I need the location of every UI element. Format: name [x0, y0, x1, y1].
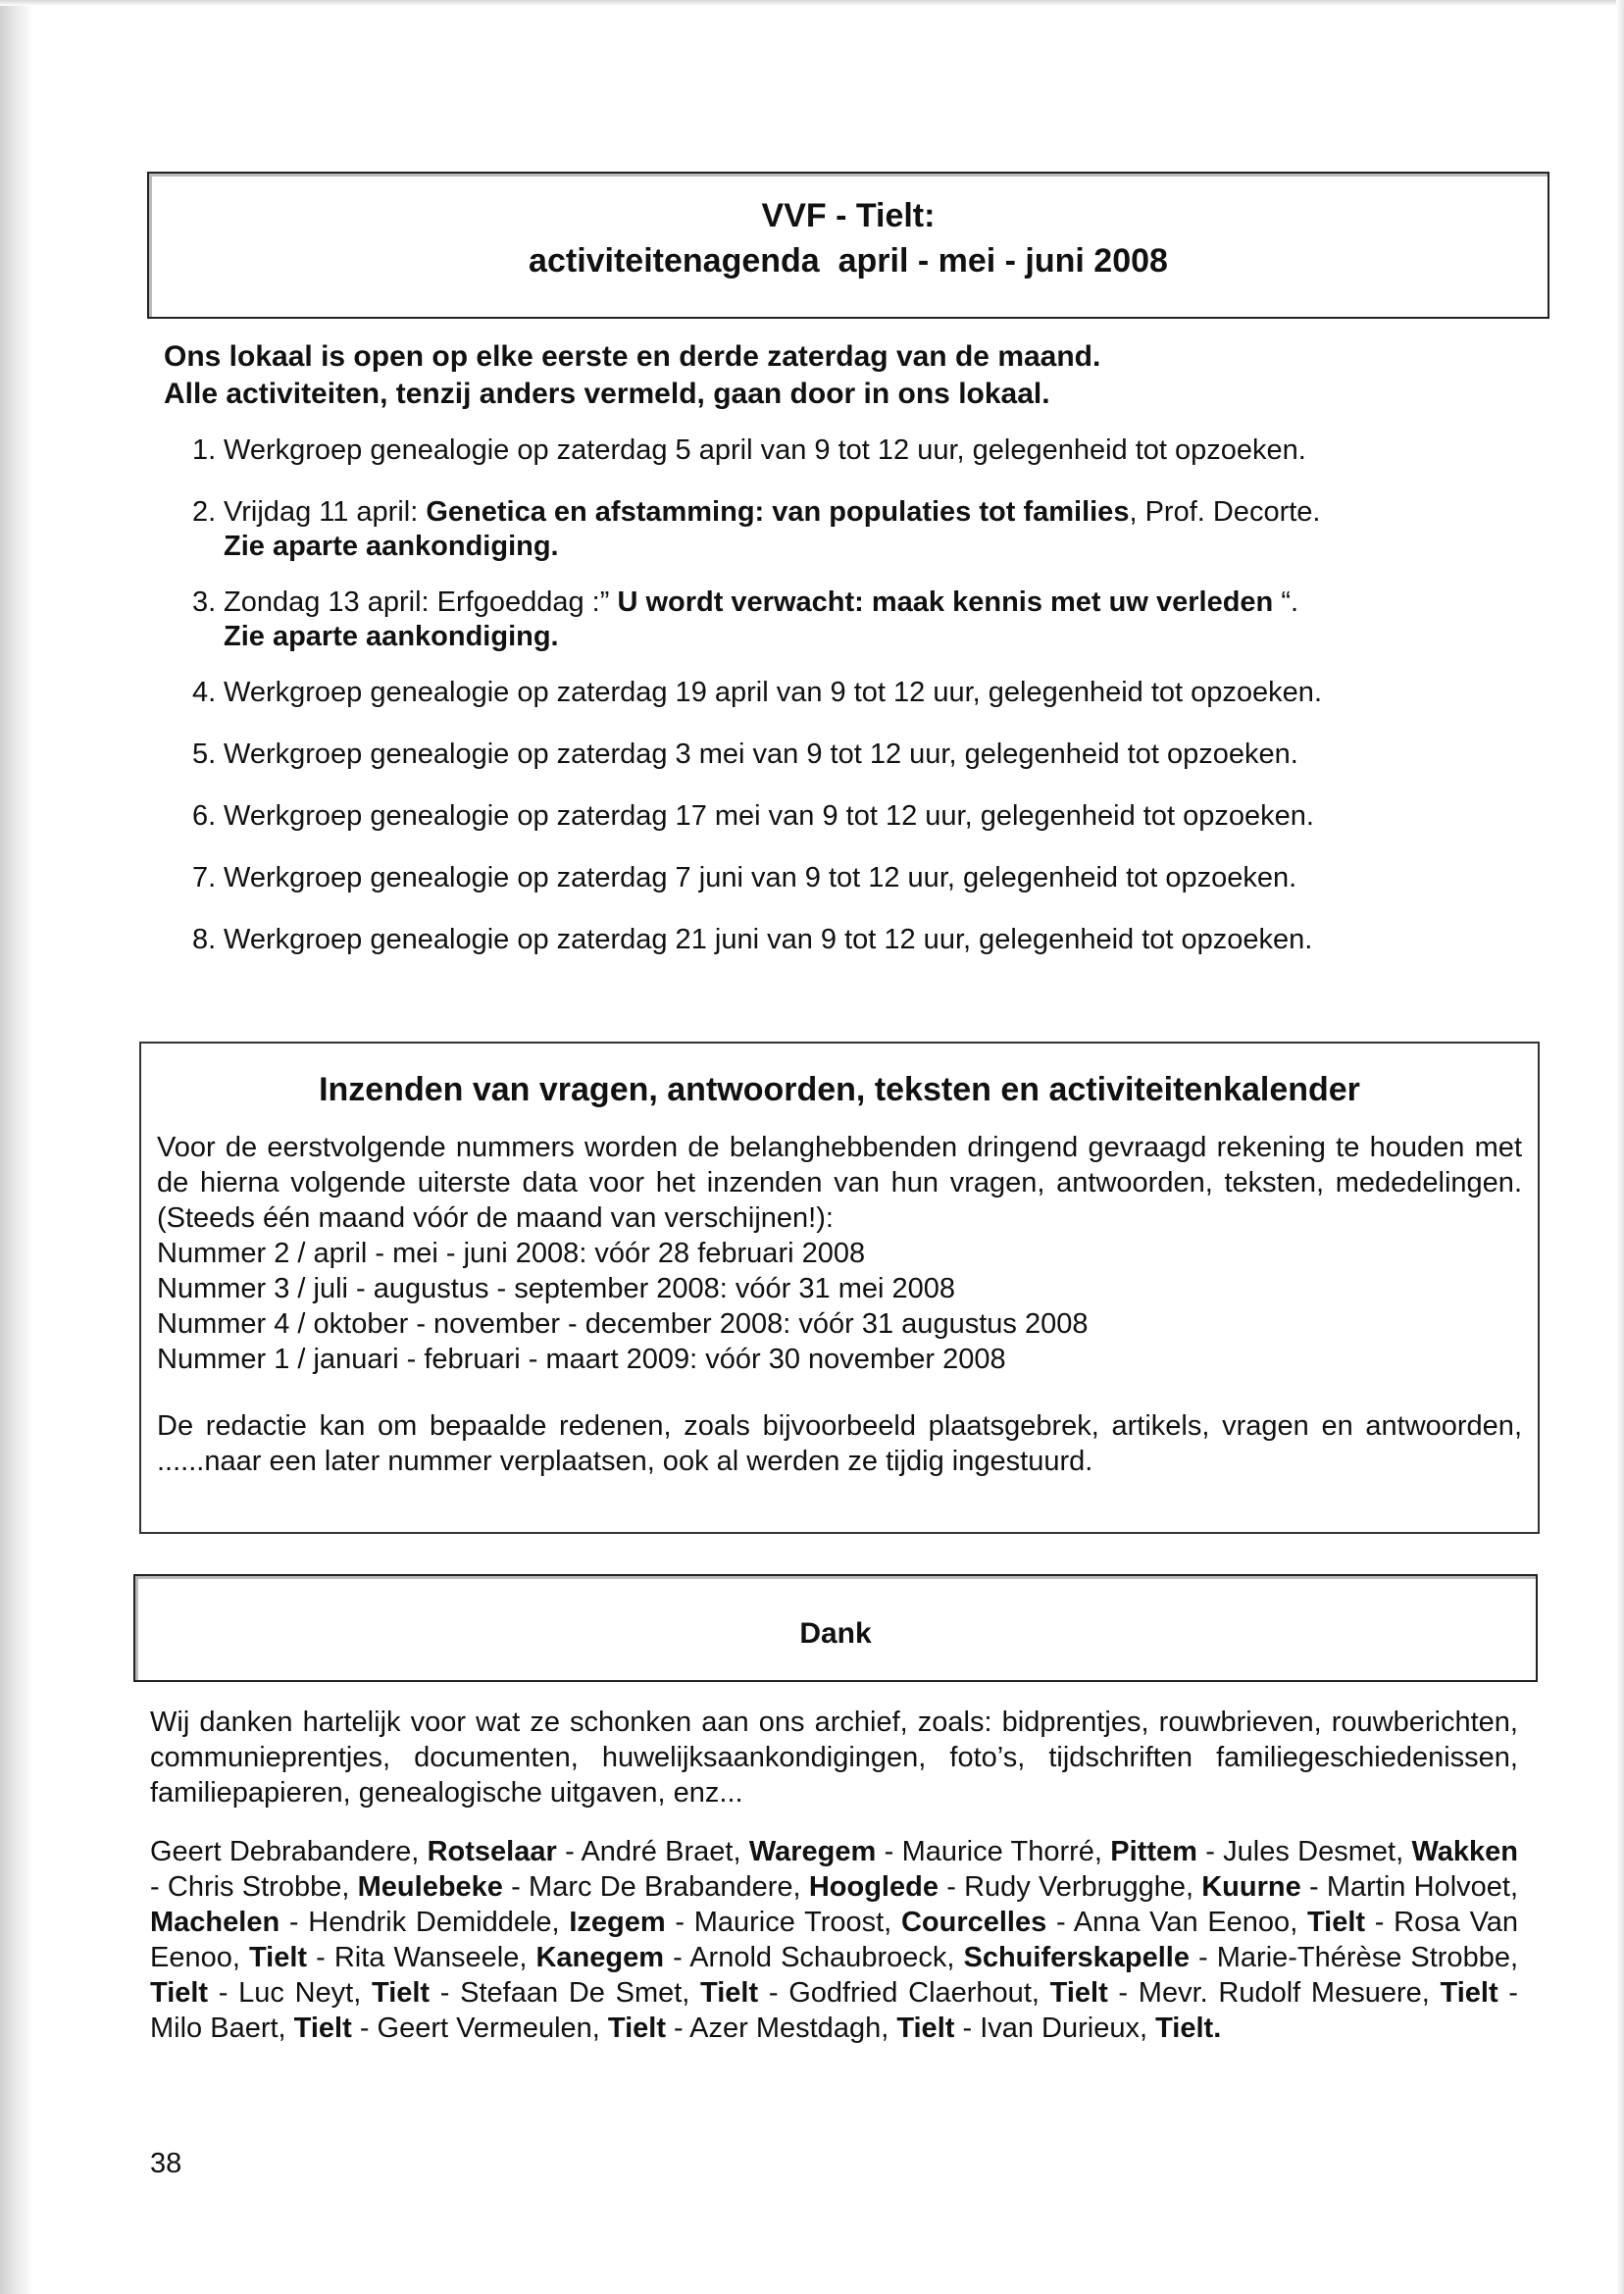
agenda-item-text: Werkgroep genealogie op zaterdag 5 april van 9 tot 12 uur, gelegenheid tot opzoeken.: [224, 434, 1306, 466]
page-title: VVF - Tielt:: [761, 197, 936, 234]
intro-line: Ons lokaal is open op elke eerste en derde zaterdag van de maand.: [164, 340, 1101, 373]
agenda-item-number: 1.: [192, 434, 217, 466]
donor-place: Tielt: [372, 1977, 431, 2009]
donor-place: Wakken: [1411, 1836, 1518, 1867]
dank-box: [133, 1574, 1538, 1682]
agenda-item-text: “.: [1273, 586, 1299, 618]
donor-name: Geert Vermeulen,: [377, 2013, 608, 2044]
donor-name: Rita Wanseele,: [333, 1942, 536, 1973]
agenda-item-text: Werkgroep genealogie op zaterdag 3 mei van 9 tot 12 uur, gelegenheid tot opzoeken.: [224, 739, 1298, 770]
donor-place: Tielt: [248, 1942, 308, 1973]
donor-place: Rotselaar: [427, 1836, 557, 1867]
dank-paragraph: Wij danken hartelijk voor wat ze schonken aan ons archief, zoals: bidprentjes, rouwbrieven, rouwberichten, communieprentjes, documenten, huwelijksaankondigingen, foto’s, tijdschriften familiegeschiedenissen, familiepapieren, genealogische uitgaven, enz...: [150, 1707, 1518, 1809]
agenda-item-note: Zie aparte aankondiging.: [224, 531, 559, 562]
donor-name: Milo Baert,: [150, 2013, 294, 2044]
dank-title: Dank: [799, 1617, 872, 1650]
agenda-list: [192, 433, 1528, 985]
agenda-item-number: 2.: [192, 496, 217, 528]
deadline-row: Nummer 1 / januari - februari - maart 2009: vóór 30 november 2008: [157, 1344, 1006, 1375]
donor-place: Tielt: [607, 2013, 666, 2044]
donor-place: Machelen: [150, 1907, 280, 1938]
agenda-item-text: Werkgroep genealogie op zaterdag 19 april van 9 tot 12 uur, gelegenheid tot opzoeken.: [224, 677, 1322, 708]
donor-name: Hendrik Demiddele,: [308, 1907, 570, 1938]
submissions-body: [157, 1130, 1522, 1479]
agenda-item-text: , Prof. Decorte.: [1129, 496, 1321, 528]
donor-place: Hooglede: [808, 1871, 939, 1903]
donor-name: Chris Strobbe,: [167, 1871, 358, 1903]
dank-body: [150, 1705, 1518, 2069]
donor-place: Izegem: [569, 1907, 666, 1938]
agenda-item: [192, 923, 1528, 957]
deadline-row: Nummer 2 / april - mei - juni 2008: vóór 28 februari 2008: [157, 1238, 866, 1269]
donor-name: Stefaan De Smet,: [460, 1977, 701, 2009]
donor-place: Courcelles: [900, 1907, 1047, 1938]
agenda-item-text: Zondag 13 april: Erfgoeddag :”: [224, 586, 618, 618]
submissions-disclaimer: De redactie kan om bepaalde redenen, zoals bijvoorbeeld plaatsgebrek, artikels, vragen en antwoorden, ......naar een later nummer verplaatsen, ook al werden ze tijdig ingestuurd.: [157, 1410, 1522, 1477]
agenda-item-note: Zie aparte aankondiging.: [224, 621, 559, 652]
donor-name: Maurice Thorré,: [901, 1836, 1111, 1867]
agenda-item-number: 7.: [192, 862, 217, 893]
agenda-item-number: 8.: [192, 924, 217, 955]
page-subtitle: activiteitenagenda april - mei - juni 2008: [529, 242, 1168, 280]
donor-place: Kanegem: [535, 1942, 665, 1973]
donor-place: Tielt: [150, 1977, 209, 2009]
donor-place: Tielt: [1049, 1977, 1108, 2009]
agenda-item-text: Werkgroep genealogie op zaterdag 17 mei van 9 tot 12 uur, gelegenheid tot opzoeken.: [224, 800, 1314, 832]
donor-place: Tielt: [1440, 1977, 1498, 2009]
page-right-shadow: [1616, 0, 1624, 2294]
donor-name: Azer Mestdagh,: [689, 2013, 897, 2044]
agenda-item-number: 6.: [192, 800, 217, 832]
agenda-item: [192, 799, 1528, 834]
donor-place: Tielt.: [1155, 2013, 1222, 2044]
donor-name: Mevr. Rudolf Mesuere,: [1138, 1977, 1441, 2009]
donor-place: Waregem: [748, 1836, 877, 1867]
agenda-item: [192, 676, 1528, 710]
donor-name: Anna Van Eenoo,: [1073, 1907, 1307, 1938]
page-binding-shadow: [0, 0, 33, 2294]
donor-name: Rudy Verbrugghe,: [964, 1871, 1202, 1903]
agenda-item-highlight: U wordt verwacht: maak kennis met uw verleden: [617, 586, 1274, 618]
donor-name: Jules Desmet,: [1223, 1836, 1412, 1867]
donor-place: Tielt: [293, 2013, 352, 2044]
agenda-item-highlight: Genetica en afstamming: van populaties tot families: [426, 496, 1130, 528]
agenda-item-text: Werkgroep genealogie op zaterdag 7 juni van 9 tot 12 uur, gelegenheid tot opzoeken.: [224, 862, 1297, 893]
deadline-row: Nummer 4 / oktober - november - december 2008: vóór 31 augustus 2008: [157, 1308, 1089, 1340]
donor-name: Arnold Schaubroeck,: [689, 1942, 964, 1973]
donor-name: Maurice Troost,: [693, 1907, 901, 1938]
donor-place: Kuurne: [1201, 1871, 1301, 1903]
donor-name: Geert Debrabandere,: [150, 1836, 428, 1867]
intro-line: Alle activiteiten, tenzij anders vermeld, gaan door in ons lokaal.: [164, 378, 1050, 410]
donor-name: Marc De Brabandere,: [529, 1871, 809, 1903]
donor-name: Rosa Van Eenoo,: [150, 1907, 1519, 1973]
donor-place: Tielt: [700, 1977, 759, 2009]
submissions-paragraph: Voor de eerstvolgende nummers worden de belanghebbenden dringend gevraagd rekening te houden met de hierna volgende uiterste data voor het inzenden van hun vragen, antwoorden, teksten, mededelingen. (Steeds één maand vóór de maand van verschijnen!):: [157, 1132, 1522, 1234]
donor-place: Tielt: [1306, 1907, 1366, 1938]
agenda-item: [192, 495, 1528, 564]
agenda-item-text: Werkgroep genealogie op zaterdag 21 juni van 9 tot 12 uur, gelegenheid tot opzoeken.: [224, 924, 1313, 955]
agenda-item-number: 3.: [192, 586, 217, 618]
page-top-shadow: [0, 0, 1624, 6]
submissions-title: Inzenden van vragen, antwoorden, teksten en activiteitenkalender: [319, 1071, 1360, 1108]
submissions-box: [139, 1042, 1540, 1534]
agenda-item: [192, 861, 1528, 895]
donor-place: Tielt: [896, 2013, 955, 2044]
deadline-row: Nummer 3 / juli - augustus - september 2008: vóór 31 mei 2008: [157, 1273, 956, 1304]
donor-list: Geert Debrabandere, Rotselaar - André Braet, Waregem - Maurice Thorré, Pittem - Jules Desmet, Wakken - Chris Strobbe, Meulebeke - Marc De Brabandere, Hooglede - Rudy Verbrugghe, Kuurne - Martin Holvoet, Machelen - Hendrik Demiddele, Izegem - Maurice Troost, Courcelles - Anna Van Eenoo, Tielt - Rosa Van Eenoo, Tielt - Rita Wanseele, Kanegem - Arnold Schaubroeck, Schuiferskapelle - Marie-Thérèse Strobbe, Tielt - Luc Neyt, Tielt - Stefaan De Smet, Tielt - Godfried Claerhout, Tielt - Mevr. Rudolf Mesuere, Tielt - Milo Baert, Tielt - Geert Vermeulen, Tielt - Azer Mestdagh, Tielt - Ivan Durieux, Tielt.: [150, 1836, 1519, 2044]
donor-place: Pittem: [1110, 1836, 1197, 1867]
donor-name: Godfried Claerhout,: [788, 1977, 1050, 2009]
agenda-item-number: 4.: [192, 677, 217, 708]
donor-place: Meulebeke: [357, 1871, 503, 1903]
page-number: 38: [150, 2148, 182, 2179]
agenda-item-text: Vrijdag 11 april:: [224, 496, 427, 528]
intro-text: [164, 338, 1537, 413]
donor-name: Marie-Thérèse Strobbe,: [1216, 1942, 1519, 1973]
agenda-item: [192, 738, 1528, 772]
agenda-item: [192, 586, 1528, 654]
agenda-item-number: 5.: [192, 739, 217, 770]
donor-name: Luc Neyt,: [238, 1977, 372, 2009]
donor-name: Martin Holvoet,: [1326, 1871, 1519, 1903]
donor-name: André Braet,: [581, 1836, 749, 1867]
agenda-item: [192, 433, 1528, 468]
donor-name: Ivan Durieux,: [980, 2013, 1156, 2044]
title-box: [147, 172, 1549, 319]
donor-place: Schuiferskapelle: [963, 1942, 1190, 1973]
